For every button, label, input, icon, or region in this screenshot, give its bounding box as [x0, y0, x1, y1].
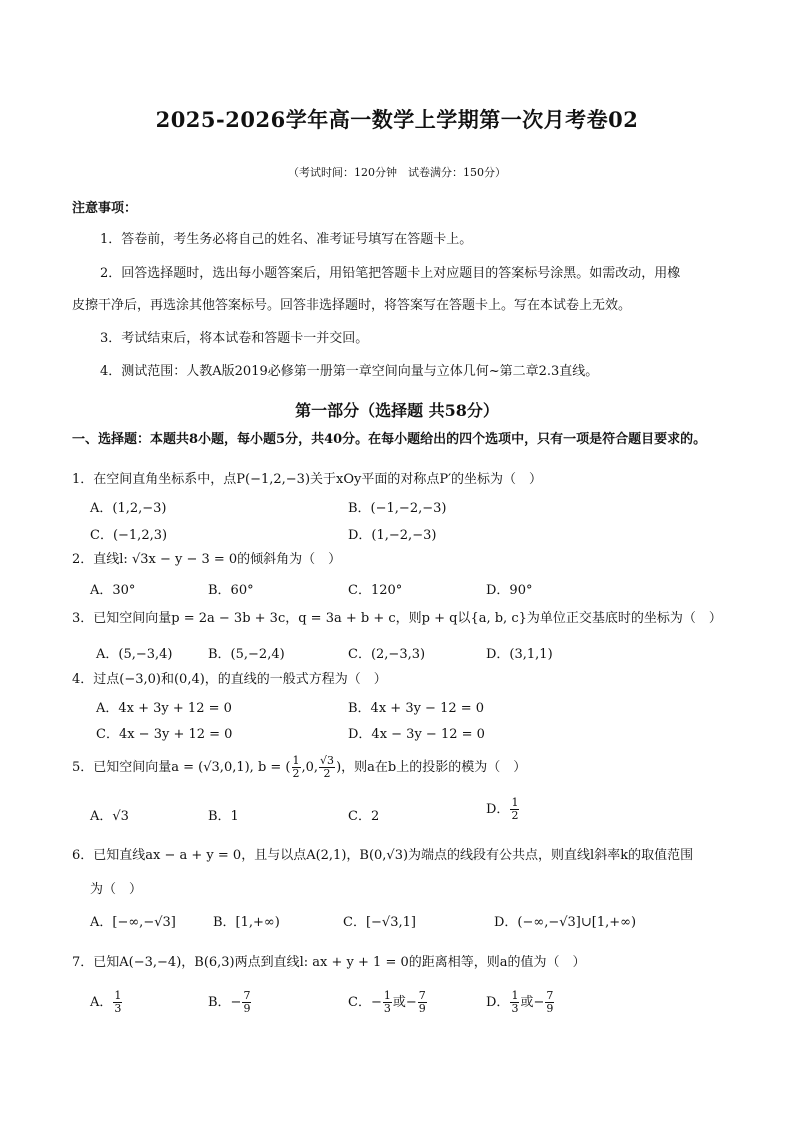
notice-item-4: 4．测试范围：人教A版2019必修第一册第一章空间向量与立体几何~第二章2.3直线。: [100, 364, 599, 379]
q6-option-c: C．[−√3,1]: [343, 915, 416, 930]
q5-frac2-num: √3: [320, 754, 335, 767]
q7-optb-den: 9: [243, 1002, 251, 1015]
section-title: 第一部分（选择题 共58分）: [295, 401, 499, 420]
section-instructions: 一、选择题：本题共8小题，每小题5分，共40分。在每小题给出的四个选项中，只有一项是符合题目要求的。: [72, 432, 707, 447]
q5-optd-num: 1: [511, 796, 519, 809]
notice-heading: 注意事项：: [72, 201, 138, 216]
q7-option-a-fraction: [113, 990, 122, 1015]
q4-option-d: D．4x − 3y − 12 = 0: [348, 727, 485, 742]
q7-optb-num: 7: [243, 989, 251, 1002]
exam-subtitle: （考试时间：120分钟 试卷满分：150分）: [288, 166, 506, 179]
q2-option-d: D．90°: [486, 583, 533, 598]
q5-stem-post: )，则a在b上的投影的模为（ ）: [336, 760, 527, 775]
q2-option-a: A．30°: [90, 583, 136, 598]
exam-title: 2025-2026学年高一数学上学期第一次月考卷02: [155, 107, 639, 132]
q5-optd-den: 2: [511, 809, 519, 822]
q7-optc-den1: 3: [383, 1002, 391, 1015]
q2-option-c: C．120°: [348, 583, 403, 598]
q3-option-c: C．(2,−3,3): [348, 647, 426, 662]
q6-option-b: B．[1,+∞): [213, 915, 280, 930]
q6-option-d: D．(−∞,−√3]∪[1,+∞): [494, 915, 637, 930]
q7-option-c: [348, 990, 428, 1015]
q5-option-c: C．2: [348, 809, 380, 824]
question-6-stem-cont: 为（ ）: [90, 882, 143, 897]
q1-option-c: C．(−1,2,3): [90, 528, 168, 543]
notice-item-1: 1．答卷前，考生务必将自己的姓名、准考证号填写在答题卡上。: [100, 232, 473, 247]
q7-optc-num1: 1: [383, 989, 391, 1002]
q7-option-c-label: C．−: [348, 995, 382, 1010]
q1-option-a: A．(1,2,−3): [90, 501, 167, 516]
q1-option-b: B．(−1,−2,−3): [348, 501, 447, 516]
q7-option-d: [486, 990, 555, 1015]
q4-option-b: B．4x + 3y − 12 = 0: [348, 701, 485, 716]
q7-option-c-fraction-2: [418, 990, 427, 1015]
q5-fraction-2: [319, 755, 335, 780]
q7-option-b: [208, 990, 252, 1015]
q1-option-d: D．(1,−2,−3): [348, 528, 437, 543]
q5-option-d: [486, 797, 520, 822]
q7-option-d-fraction-2: [545, 990, 554, 1015]
q7-opta-num: 1: [114, 989, 122, 1002]
q2-option-b: B．60°: [208, 583, 254, 598]
q7-opta-den: 3: [114, 1002, 122, 1015]
q5-stem-mid: ,0,: [301, 760, 319, 775]
q7-optc-num2: 7: [418, 989, 426, 1002]
q5-option-d-label: D．: [486, 802, 510, 817]
q5-option-b: B．1: [208, 809, 239, 824]
q4-option-c: C．4x − 3y + 12 = 0: [96, 727, 233, 742]
q5-frac1-num: 1: [292, 754, 300, 767]
q5-frac2-den: 2: [323, 767, 331, 780]
q5-option-a: A．√3: [90, 809, 129, 824]
q7-option-d-mid: 或−: [520, 995, 545, 1010]
q7-option-c-mid: 或−: [392, 995, 417, 1010]
question-5-stem: [72, 755, 526, 780]
q3-option-d: D．(3,1,1): [486, 647, 553, 662]
question-3-stem: 3．已知空间向量p = 2a − 3b + 3c，q = 3a + b + c，则p + q以{a, b, c}为单位正交基底时的坐标为（ ）: [72, 611, 722, 626]
q5-option-d-fraction: [510, 797, 519, 822]
q7-option-d-label: D．: [486, 995, 510, 1010]
q7-optd-den2: 9: [546, 1002, 554, 1015]
q7-option-c-fraction-1: [383, 990, 392, 1015]
question-4-stem: 4．过点(−3,0)和(0,4)，的直线的一般式方程为（ ）: [72, 672, 387, 687]
q7-optd-den1: 3: [511, 1002, 519, 1015]
question-6-stem: 6．已知直线ax − a + y = 0，且与以点A(2,1)，B(0,√3)为端点的线段有公共点，则直线l斜率k的取值范围: [72, 848, 694, 863]
q6-option-a: A．[−∞,−√3]: [90, 915, 176, 930]
question-1-stem: 1．在空间直角坐标系中，点P(−1,2,−3)关于xOy平面的对称点P′的坐标为（ ）: [72, 472, 543, 487]
q7-optd-num2: 7: [546, 989, 554, 1002]
q3-option-b: B．(5,−2,4): [208, 647, 285, 662]
q5-fraction-1: [292, 755, 301, 780]
notice-item-2-cont: 皮擦干净后，再选涂其他答案标号。回答非选择题时，将答案写在答题卡上。写在本试卷上无效。: [72, 298, 632, 313]
q5-stem-pre: 5．已知空间向量a = (√3,0,1), b = (: [72, 760, 291, 775]
q7-option-d-fraction-1: [510, 990, 519, 1015]
question-7-stem: 7．已知A(−3,−4)，B(6,3)两点到直线l: ax + y + 1 = 0的距离相等，则a的值为（ ）: [72, 955, 586, 970]
q7-option-b-fraction: [242, 990, 251, 1015]
q4-option-a: A．4x + 3y + 12 = 0: [96, 701, 232, 716]
question-2-stem: 2．直线l: √3x − y − 3 = 0的倾斜角为（ ）: [72, 552, 342, 567]
notice-item-2: 2．回答选择题时，选出每小题答案后，用铅笔把答题卡上对应题目的答案标号涂黑。如需改动，用橡: [100, 266, 681, 281]
q7-optc-den2: 9: [418, 1002, 426, 1015]
q7-option-a-label: A．: [90, 995, 113, 1010]
q7-optd-num1: 1: [511, 989, 519, 1002]
q7-option-a: [90, 990, 123, 1015]
q3-option-a: A．(5,−3,4): [96, 647, 173, 662]
q7-option-b-label: B．−: [208, 995, 242, 1010]
q5-frac1-den: 2: [292, 767, 300, 780]
notice-item-3: 3．考试结束后，将本试卷和答题卡一并交回。: [100, 331, 369, 346]
